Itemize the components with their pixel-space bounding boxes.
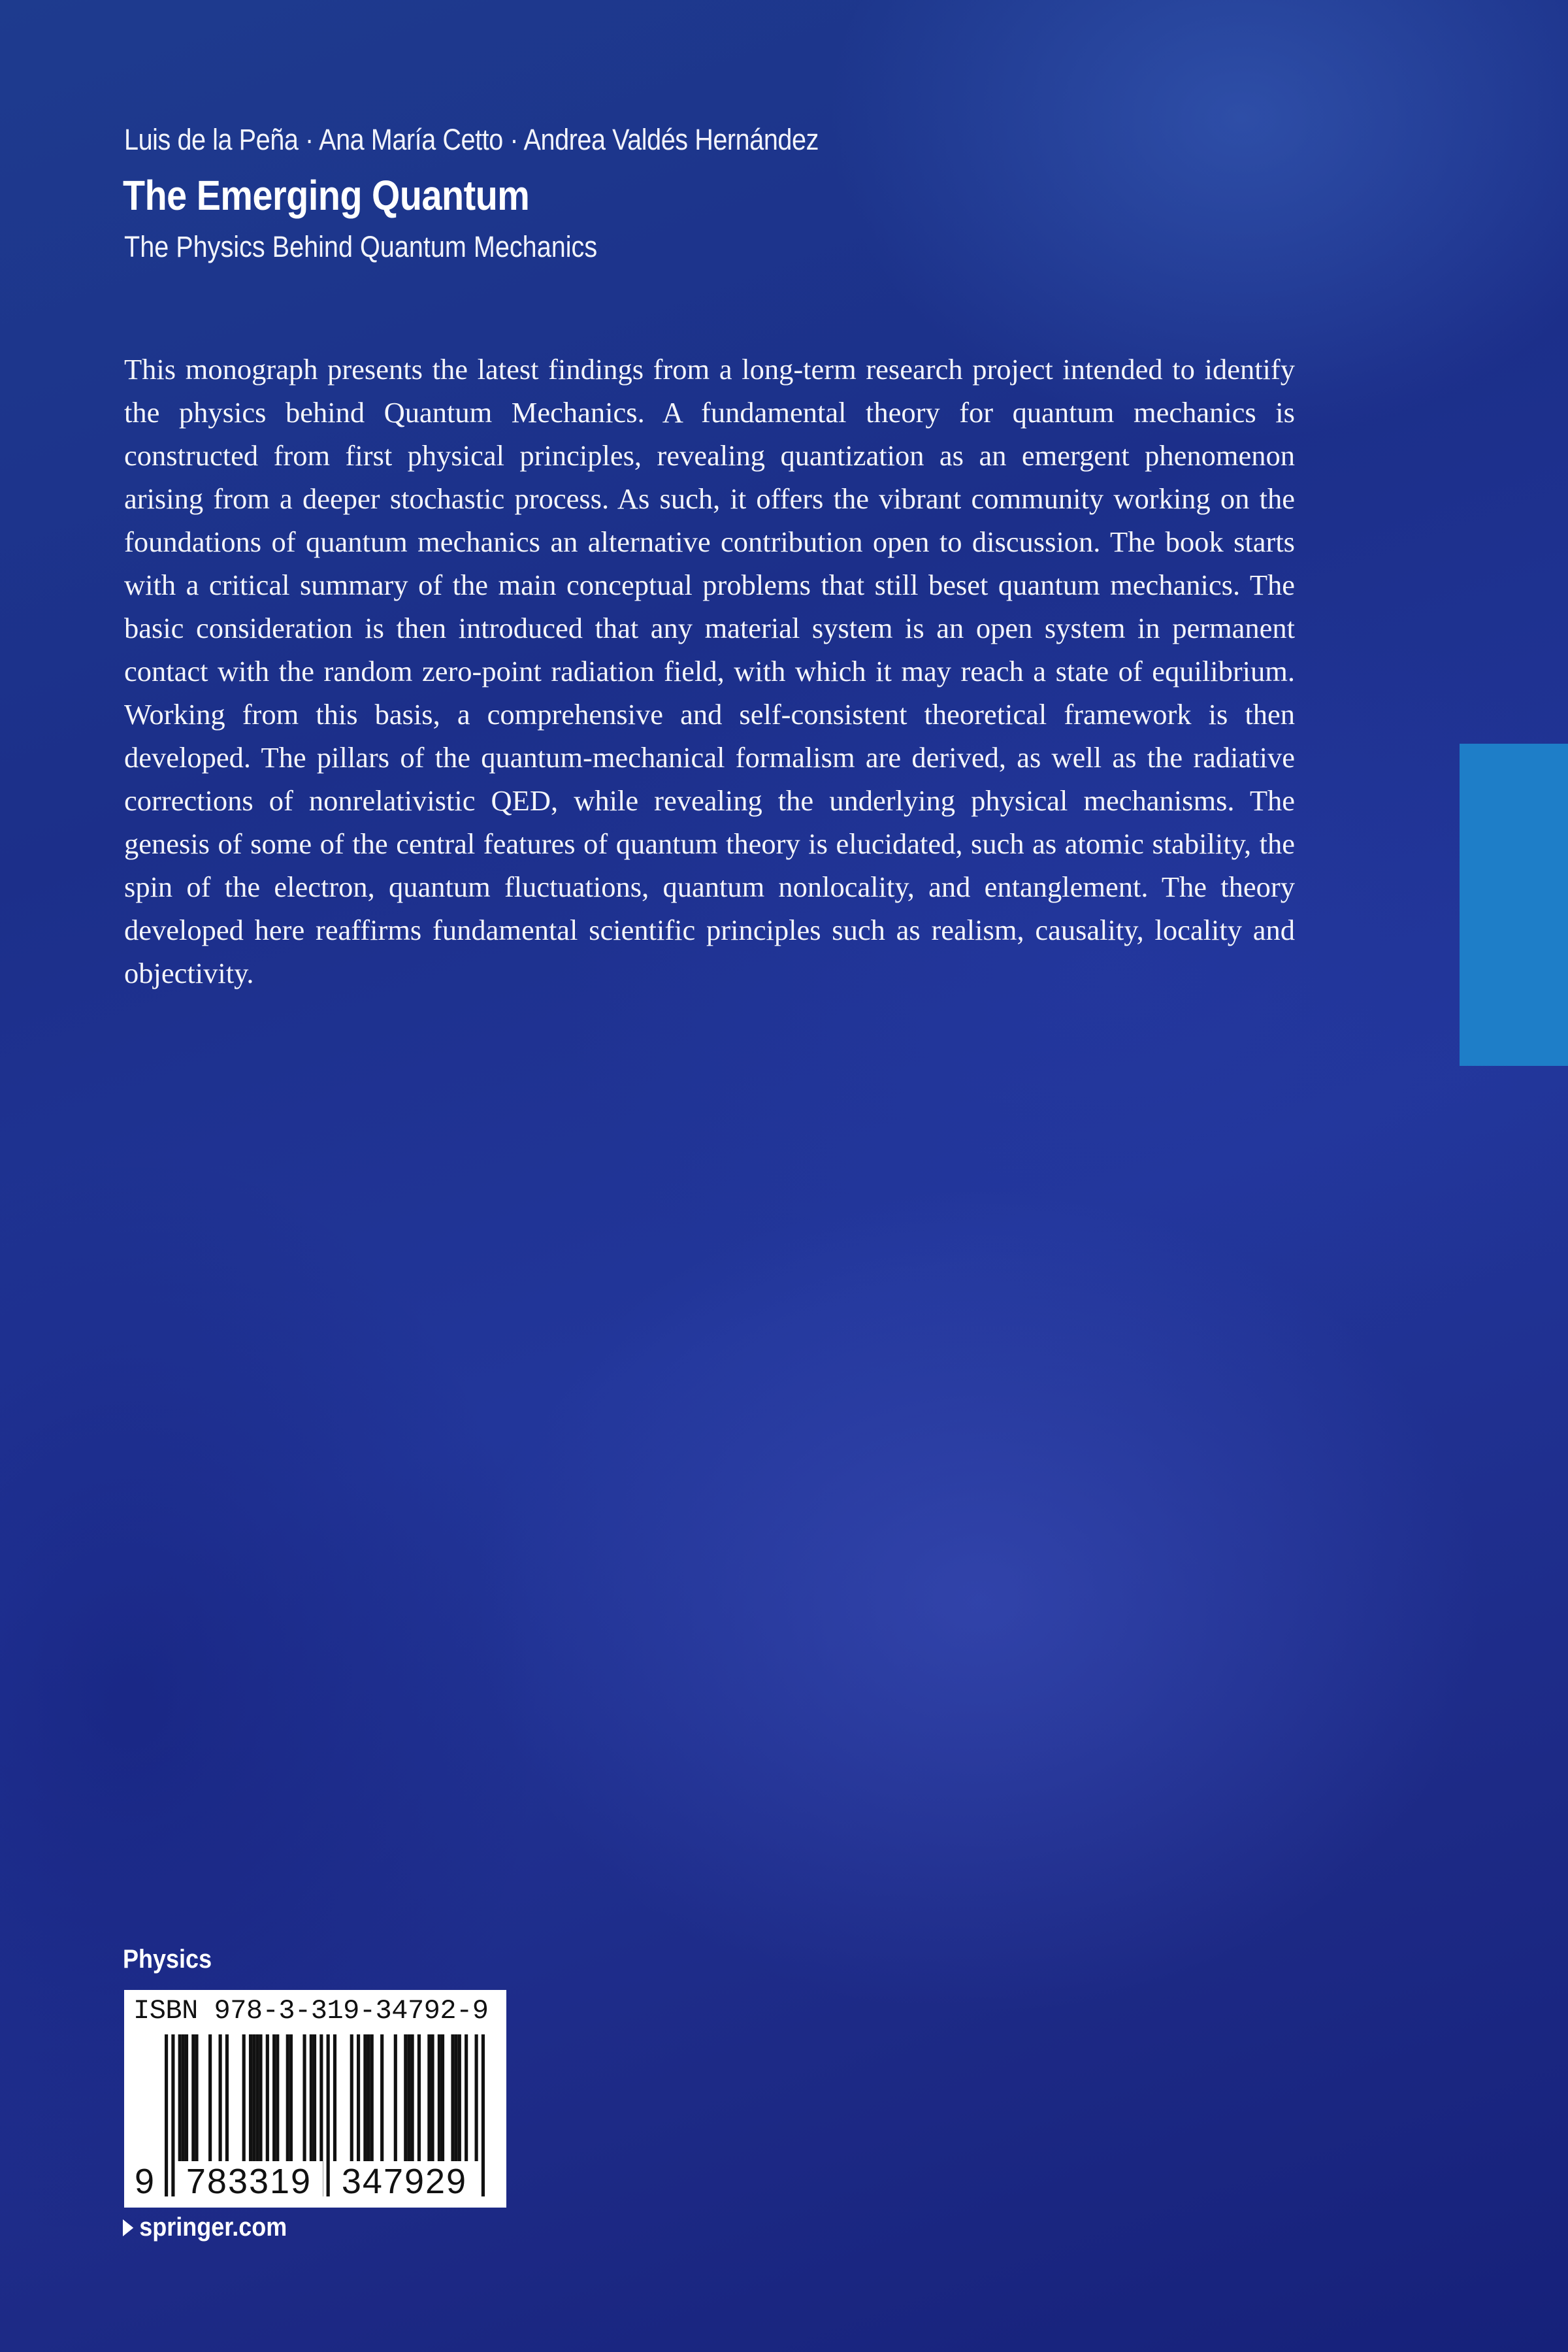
barcode-bar <box>394 2034 397 2170</box>
barcode-bar <box>185 2034 188 2170</box>
spine-color-tab <box>1460 744 1568 1066</box>
barcode-bar <box>302 2034 306 2170</box>
ean-left-digits: 783319 <box>175 2161 323 2203</box>
barcode-bar <box>313 2034 316 2170</box>
barcode-bar <box>458 2034 461 2170</box>
isbn-number: ISBN 978-3-319-34792-9 <box>133 1995 489 2027</box>
barcode-bar <box>219 2034 222 2170</box>
barcode-bar <box>465 2034 468 2170</box>
barcode-bar <box>367 2034 370 2170</box>
barcode-bar <box>208 2034 212 2170</box>
ean-right-digits: 347929 <box>331 2161 478 2203</box>
barcode-bar <box>171 2034 174 2196</box>
barcode-bar <box>182 2034 185 2170</box>
barcode-bar <box>357 2034 360 2170</box>
barcode-bar <box>178 2034 182 2170</box>
subject-category: Physics <box>123 1945 212 1974</box>
barcode-bar <box>289 2034 293 2170</box>
barcode-bar <box>427 2034 431 2170</box>
barcode-bar <box>455 2034 458 2170</box>
barcode-bar <box>286 2034 289 2170</box>
barcode-bar <box>451 2034 454 2170</box>
barcode-bar <box>404 2034 407 2170</box>
book-blurb: This monograph presents the latest findings from a long-term research project intended to identify the physics behind Quantum Mechanics. A fundamental theory for quantum mechanics is constructed from first physical principles, revealing quantization as an emergent phenomenon arising from a deeper stochastic process. As such, it offers the vibrant community working on the foundations of quantum mechanics an alternative contribution open to discussion. The book starts with a critical summary of the main conceptual problems that still beset quantum mechanics. The basic consideration is then introduced that any material system is an open system in permanent contact with the random zero-point radiation field, with which it may reach a state of equilibrium. Working from this basis, a comprehensive and self-consistent theoretical framework is then developed. The pillars of the quantum-mechanical formalism are derived, as well as the radiative corrections of nonrelativistic QED, while revealing the underlying physical mechanisms. The genesis of some of the central features of quantum theory is elucidated, such as atomic stability, the spin of the electron, quantum fluctuations, quantum nonlocality, and entanglement. The theory developed here reaffirms fundamental scientific principles such as realism, causality, locality and objectivity. <box>124 353 1295 989</box>
publisher-website[interactable] <box>123 2213 287 2242</box>
ean-first-digit: 9 <box>135 2162 155 2201</box>
triangle-right-icon <box>123 2219 133 2236</box>
barcode-bar <box>350 2034 353 2170</box>
barcode-bar <box>191 2034 195 2170</box>
barcode-bar <box>327 2034 330 2196</box>
barcode-bar <box>438 2034 441 2170</box>
barcode-bar <box>431 2034 434 2170</box>
barcode-bar <box>266 2034 269 2170</box>
barcode-bar <box>272 2034 276 2170</box>
website-label: springer.com <box>139 2213 287 2242</box>
isbn-barcode <box>124 1990 506 2208</box>
barcode-bar <box>380 2034 384 2170</box>
barcode-bar <box>225 2034 229 2170</box>
barcode-bar <box>259 2034 262 2170</box>
barcode-bar <box>255 2034 259 2170</box>
barcode-bar <box>370 2034 374 2170</box>
barcode-bar <box>276 2034 279 2170</box>
barcode-bar <box>310 2034 313 2170</box>
barcode-bar <box>252 2034 255 2170</box>
barcode-bar <box>411 2034 414 2170</box>
barcode-bar <box>407 2034 410 2170</box>
barcode-bar <box>165 2034 168 2196</box>
barcode-bar <box>482 2034 485 2196</box>
barcode-bar <box>249 2034 252 2170</box>
barcode-bar <box>333 2034 336 2170</box>
barcode-bar <box>242 2034 246 2170</box>
book-authors: Luis de la Peña · Ana María Cetto · Andrea Valdés Hernández <box>124 123 819 156</box>
book-subtitle: The Physics Behind Quantum Mechanics <box>124 230 598 263</box>
barcode-bar <box>417 2034 421 2170</box>
barcode-bar <box>363 2034 367 2170</box>
barcode-bar <box>195 2034 198 2170</box>
book-title: The Emerging Quantum <box>123 172 530 219</box>
barcode-bar <box>441 2034 444 2170</box>
